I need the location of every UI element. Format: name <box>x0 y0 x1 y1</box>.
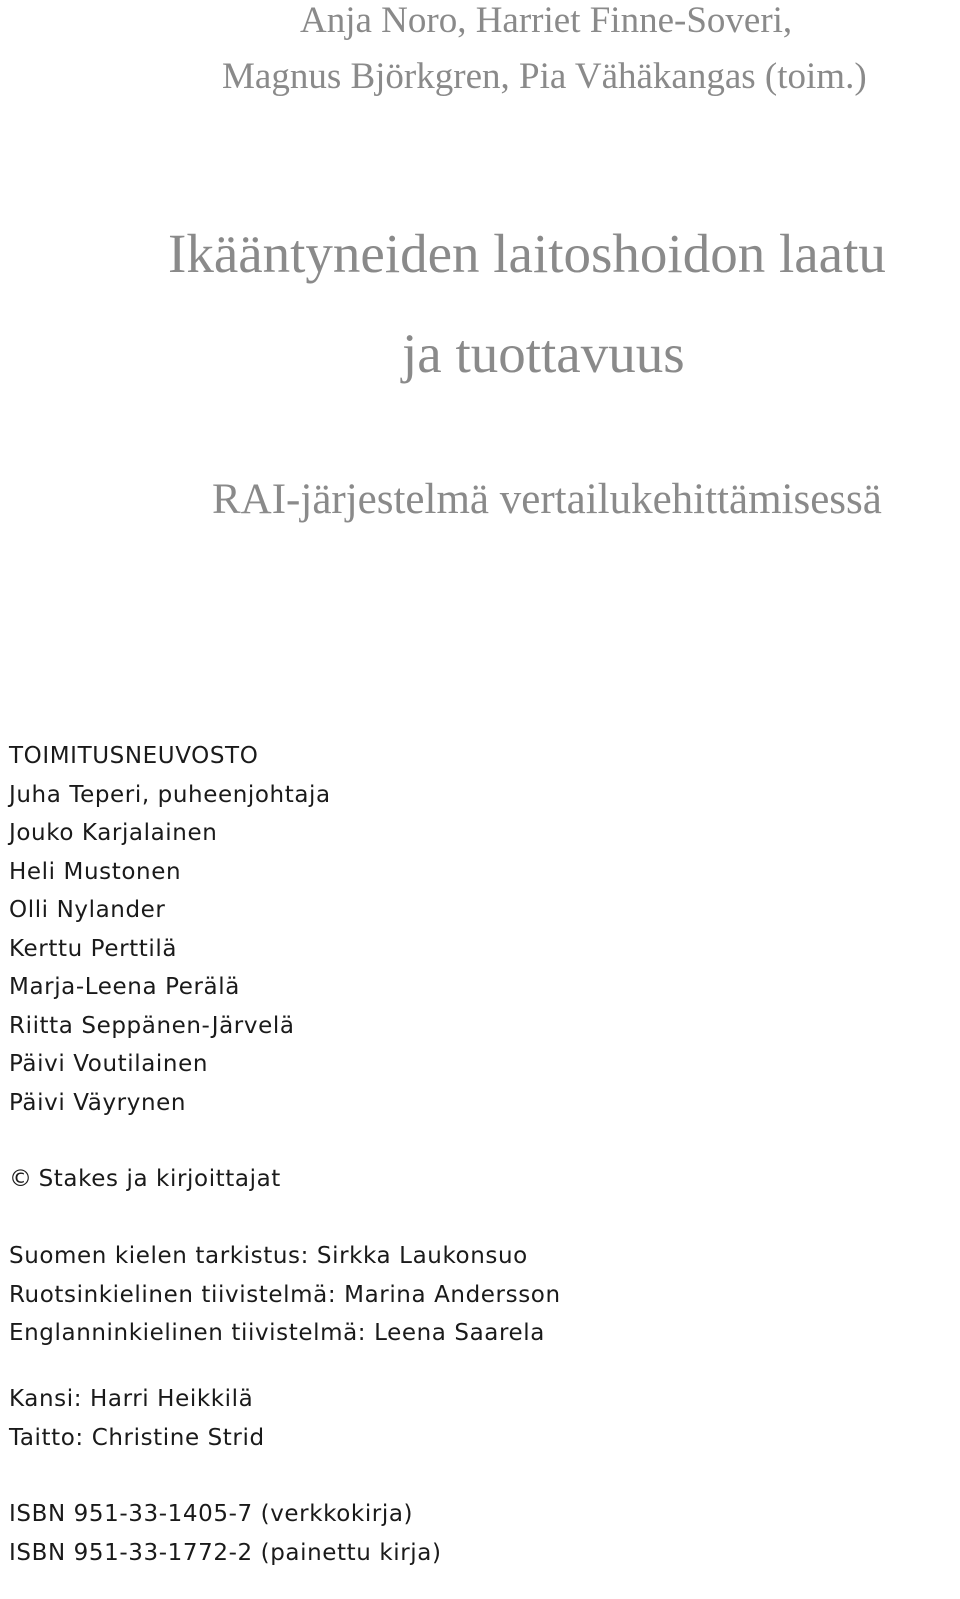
authors-line-1: Anja Noro, Harriet Finne-Soveri, <box>300 0 793 41</box>
design-credits <box>9 1380 265 1457</box>
editorial-board <box>9 737 331 1122</box>
credit-line: Taitto: Christine Strid <box>9 1424 265 1451</box>
copyright-holder: Stakes ja kirjoittajat <box>38 1166 281 1192</box>
board-member: Jouko Karjalainen <box>9 820 218 846</box>
copyright-icon: © <box>9 1166 33 1192</box>
board-member: Kerttu Perttilä <box>9 935 178 962</box>
board-member: Marja-Leena Perälä <box>9 974 240 1000</box>
book-title-line-2: ja tuottavuus <box>402 323 685 384</box>
credit-line: Suomen kielen tarkistus: Sirkka Laukonsuo <box>9 1243 528 1269</box>
board-member: Päivi Voutilainen <box>9 1051 209 1077</box>
credit-line: Englanninkielinen tiivistelmä: Leena Saarela <box>9 1320 545 1346</box>
language-credits <box>9 1237 561 1353</box>
board-member: Juha Teperi, puheenjohtaja <box>9 781 331 808</box>
board-member: Päivi Väyrynen <box>9 1089 187 1116</box>
board-member: Heli Mustonen <box>9 858 182 885</box>
board-member: Riitta Seppänen-Järvelä <box>9 1012 295 1039</box>
board-member: Olli Nylander <box>9 897 166 923</box>
credit-line: Kansi: Harri Heikkilä <box>9 1386 254 1412</box>
isbn-line: ISBN 951-33-1772-2 (painettu kirja) <box>9 1539 442 1566</box>
isbn-block <box>9 1495 442 1572</box>
book-subtitle: RAI-järjestelmä vertailukehittämisessä <box>212 476 882 523</box>
credit-line: Ruotsinkielinen tiivistelmä: Marina Andersson <box>9 1281 561 1308</box>
book-title-line-1: Ikääntyneiden laitoshoidon laatu <box>168 223 886 284</box>
authors-line-2: Magnus Björkgren, Pia Vähäkangas (toim.) <box>222 56 867 97</box>
isbn-line: ISBN 951-33-1405-7 (verkkokirja) <box>9 1501 414 1527</box>
copyright-notice <box>9 1160 281 1199</box>
editorial-board-heading: TOIMITUSNEUVOSTO <box>9 743 259 769</box>
